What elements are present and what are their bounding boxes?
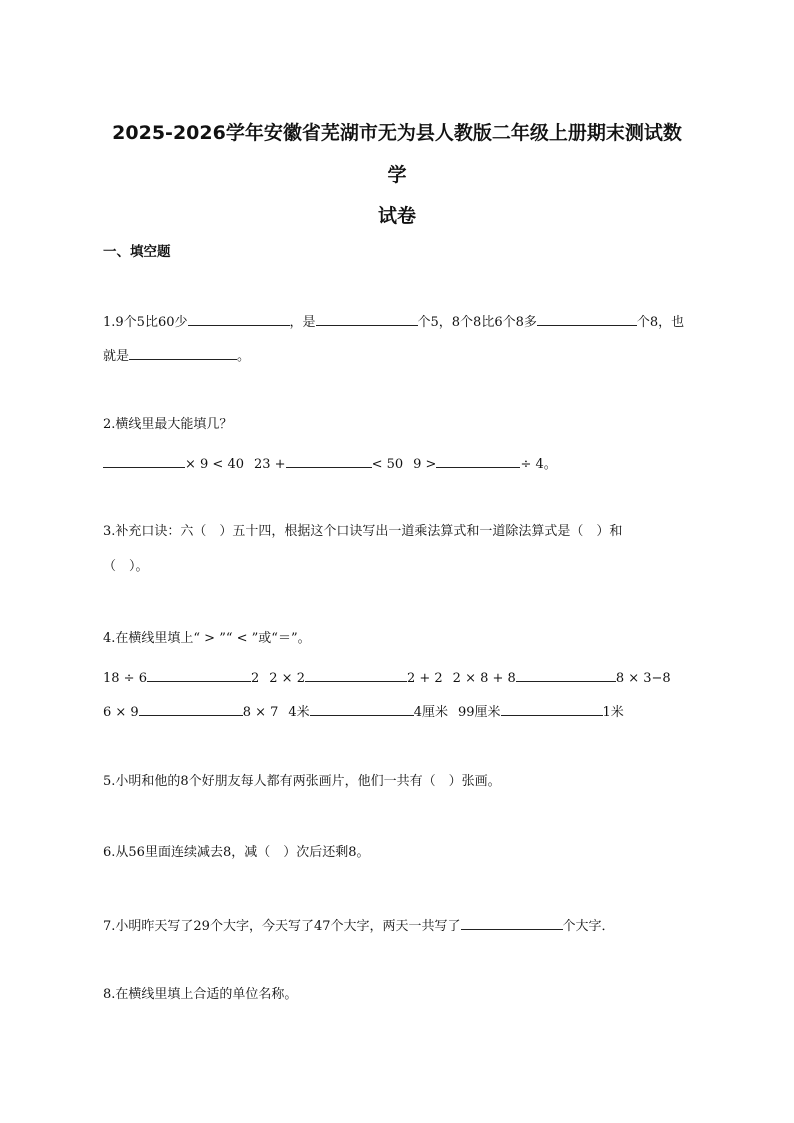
exam-title-line1: 2025-2026学年安徽省芜湖市无为县人教版二年级上册期末测试数 bbox=[112, 122, 682, 144]
question-2-items: × 9 < 40 23 + < 50 9 > ÷ 4。 bbox=[103, 453, 557, 474]
exam-title-line3: 试卷 bbox=[377, 205, 416, 227]
question-3-line1: 3.补充口诀：六（ ）五十四，根据这个口诀写出一道乘法算式和一道除法算式是（ ）和 bbox=[103, 524, 623, 539]
answer-blank[interactable] bbox=[286, 453, 372, 468]
answer-blank[interactable] bbox=[188, 311, 290, 326]
answer-blank[interactable] bbox=[461, 915, 563, 930]
answer-blank[interactable] bbox=[305, 667, 407, 682]
answer-blank[interactable] bbox=[147, 667, 251, 682]
question-4-row1: 18 ÷ 6 2 2 × 2 2 + 2 2 × 8 + 8 8 × 3−8 bbox=[103, 667, 671, 688]
section-heading: 一、填空题 bbox=[103, 244, 171, 260]
answer-blank[interactable] bbox=[129, 345, 237, 360]
question-1-line1: 1.9个5比60少 ，是 个5，8个8比6个8多 个8，也 bbox=[103, 311, 684, 332]
question-8: 8.在横线里填上合适的单位名称。 bbox=[103, 987, 298, 1002]
answer-blank[interactable] bbox=[103, 453, 185, 468]
answer-blank[interactable] bbox=[310, 701, 414, 716]
question-3-line2: （ ）。 bbox=[103, 559, 149, 574]
question-1-line2: 就是 。 bbox=[103, 345, 250, 366]
answer-blank[interactable] bbox=[139, 701, 243, 716]
question-4-row2: 6 × 9 8 × 7 4米 4厘米 99厘米 1米 bbox=[103, 701, 624, 722]
question-2-stem: 2.横线里最大能填几？ bbox=[103, 417, 233, 432]
exam-title-line2: 学 bbox=[387, 164, 407, 186]
answer-blank[interactable] bbox=[316, 311, 418, 326]
question-4-stem: 4.在横线里填上“ > ”“ < ”或“＝”。 bbox=[103, 631, 311, 646]
question-5: 5.小明和他的8个好朋友每人都有两张画片，他们一共有（ ）张画。 bbox=[103, 774, 501, 789]
answer-blank[interactable] bbox=[501, 701, 603, 716]
question-7: 7.小明昨天写了29个大字，今天写了47个大字，两天一共写了 个大字． bbox=[103, 915, 615, 936]
answer-blank[interactable] bbox=[537, 311, 637, 326]
question-6: 6.从56里面连续减去8，减（ ）次后还剩8。 bbox=[103, 845, 370, 860]
answer-blank[interactable] bbox=[436, 453, 520, 468]
answer-blank[interactable] bbox=[516, 667, 616, 682]
